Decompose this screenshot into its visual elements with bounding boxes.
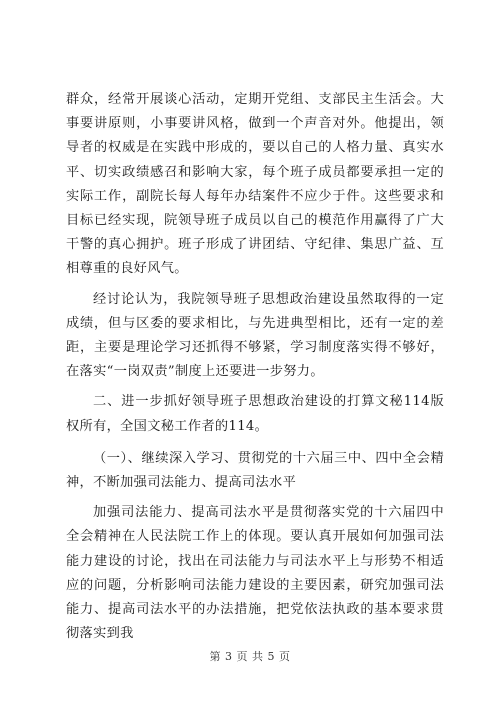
paragraph-assessment: 经讨论认为，我院领导班子思想政治建设虽然取得的一定成绩，但与区委的要求相比，与先进典型相比，还有一定的差距，主要是理论学习还抓得不够紧，学习制度落实得不够好，在落实“一岗双责”制度上还要进一步努力。 — [66, 291, 444, 380]
subsection-heading-1: （一）、继续深入学习、贯彻党的十六届三中、四中全会精神，不断加强司法能力、提高司法水平 — [66, 450, 444, 491]
paragraph-judicial-capacity: 加强司法能力、提高司法水平是贯彻落实党的十六届四中全会精神在人民法院工作上的体现。要认真开展如何加强司法能力建设的讨论，找出在司法能力与司法水平上与形势不相适应的问题，分析影响司法能力建设的主要因素，研究加强司法能力、提高司法水平的办法措施，把党依法执政的基本要求贯彻落实到我 — [66, 505, 444, 642]
page-footer: 第 3 页 共 5 页 — [209, 650, 291, 663]
paragraph-continuation: 群众，经常开展谈心活动，定期开党组、支部民主生活会。大事要讲原则，小事要讲风格，做到一个声音对外。他提出，领导者的权威是在实践中形成的，要以自己的人格力量、真实水平、切实政绩感召和影响大家，每个班子成员都要承担一定的实际工作，副院长每人每年办结案件不应少于件。这些要求和目标已经实现，院领导班子成员以自己的模范作用赢得了广大干警的真心拥护。班子形成了讲团结、守纪律、集思广益、互相尊重的良好风气。 — [66, 92, 444, 277]
document-body — [66, 88, 444, 646]
section-heading-2: 二、进一步抓好领导班子思想政治建设的打算文秘114版权所有，全国文秘工作者的114。 — [66, 394, 444, 434]
